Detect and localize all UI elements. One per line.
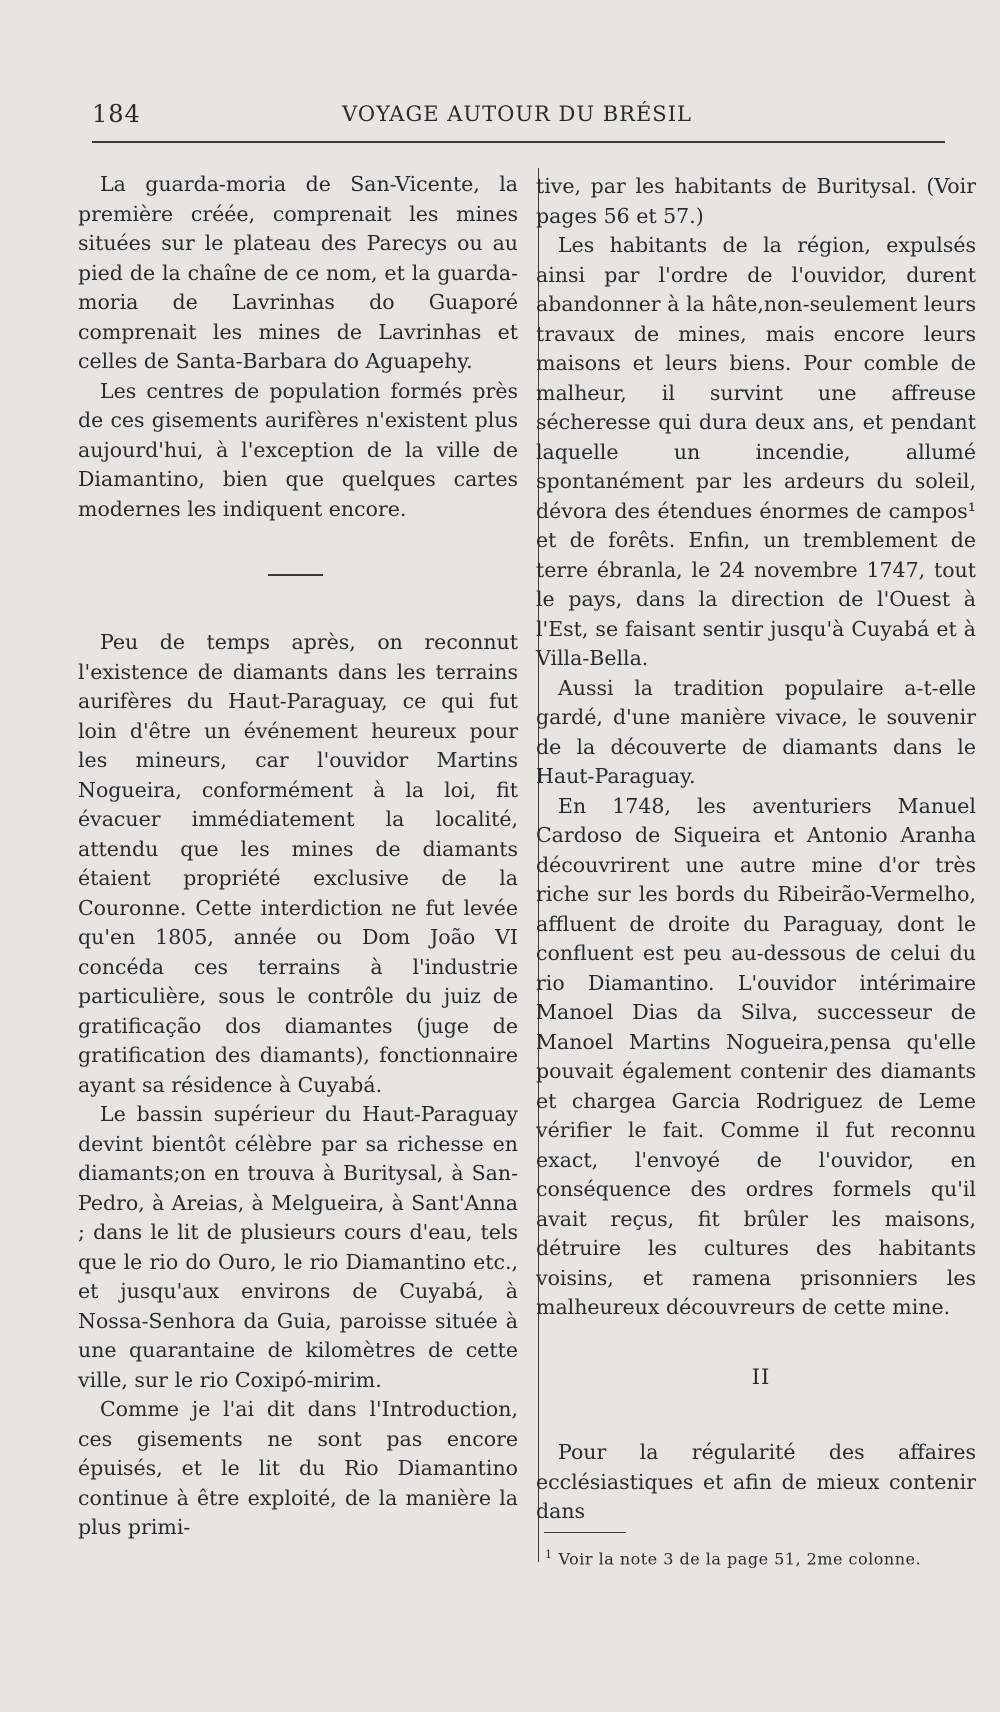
paragraph: Peu de temps après, on reconnut l'existence de diamants dans les terrains aurifères du Haut-Paraguay, ce qui fut loin d'être un événement heureux pour les mineurs, car l'ouvidor Martins Nogueira, conformément à la loi, fit évacuer immédiatement la localité, attendu que les mines de diamants étaient propriété exclusive de la Couronne. Cette interdiction ne fut levée qu'en 1805, année ou Dom João VI concéda ces terrains à l'industrie particulière, sous le contrôle du juiz de gratificação dos diamantes (juge de gratification des diamants), fonctionnaire ayant sa résidence à Cuyabá. [78,630,518,1097]
right-column [536,172,976,1527]
paragraph: En 1748, les aventuriers Manuel Cardoso de Siqueira et Antonio Aranha découvrirent une autre mine d'or très riche sur les bords du Ribeirão-Vermelho, affluent de droite du Paraguay, dont le confluent est peu au-dessous de celui du rio Diamantino. L'ouvidor intérimaire Manoel Dias da Silva, successeur de Manoel Martins Nogueira,pensa qu'elle pouvait également contenir des diamants et chargea Garcia Rodriguez de Leme vérifier le fait. Comme il fut reconnu exact, l'envoyé de l'ouvidor, en conséquence des ordres formels qu'il avait reçus, fit brûler les maisons, détruire les cultures des habitants voisins, et ramena prisonniers les malheureux découvreurs de cette mine. [536,793,976,1319]
paragraph: Le bassin supérieur du Haut-Paraguay devint bientôt célèbre par sa richesse en diamants;on en trouva à Buritysal, à San-Pedro, à Areias, à Melgueira, à Sant'Anna ; dans le lit de plusieurs cours d'eau, tels que le rio do Ouro, le rio Diamantino etc., et jusqu'aux environs de Cuyabá, à Nossa-Senhora da Guia, paroisse située à une quarantaine de kilomètres de cette ville, sur le rio Coxipó-mirim. [78,1102,518,1392]
footnote-text: Voir la note 3 de la page 51, 2me colonne. [558,1549,922,1569]
paragraph: Les centres de population formés près de ces gisements aurifères n'existent plus aujourd'hui, à l'exception de la ville de Diamantino, bien que quelques cartes modernes les indiquent encore. [78,378,518,521]
left-column [78,170,518,1543]
paragraph: Pour la régularité des affaires ecclésiastiques et afin de mieux contenir dans [536,1440,976,1523]
footnote-mark: 1 [545,1548,553,1561]
paragraph: tive, par les habitants de Buritysal. (Voir pages 56 et 57.) [536,174,976,228]
header-rule [92,141,945,143]
section-separator [268,574,323,576]
paragraph: La guarda-moria de San-Vicente, la première créée, comprenait les mines situées sur le plateau des Parecys ou au pied de la chaîne de ce nom, et la guarda-moria de Lavrinhas do Guaporé comprenait les mines de Lavrinhas et celles de Santa-Barbara do Aguapehy. [78,172,518,373]
section-heading: II [751,1364,771,1389]
paragraph: Aussi la tradition populaire a-t-elle gardé, d'une manière vivace, le souvenir de la découverte de diamants dans le Haut-Paraguay. [536,675,976,788]
paragraph: Les habitants de la région, expulsés ainsi par l'ordre de l'ouvidor, durent abandonner à la hâte,non-seulement leurs travaux de mines, mais encore leurs maisons et leurs biens. Pour comble de malheur, il survint une affreuse sécheresse qui dura deux ans, et pendant laquelle un incendie, allumé spontanément par les ardeurs du soleil, dévora des étendues énormes de campos¹ et de forêts. Enfin, un tremblement de terre ébranla, le 24 novembre 1747, tout le pays, dans la direction de l'Ouest à l'Est, se faisant sentir jusqu'à Cuyabá et à Villa-Bella. [536,233,976,670]
footnote [545,1548,975,1568]
footnote-rule [544,1532,626,1533]
page-number: 184 [92,100,141,128]
paragraph: Comme je l'ai dit dans l'Introduction, ces gisements ne sont pas encore épuisés, et le lit du Rio Diamantino continue à être exploité, de la manière la plus primi- [78,1397,518,1539]
page-header [92,100,942,134]
running-title: VOYAGE AUTOUR DU BRÉSIL [342,102,692,126]
